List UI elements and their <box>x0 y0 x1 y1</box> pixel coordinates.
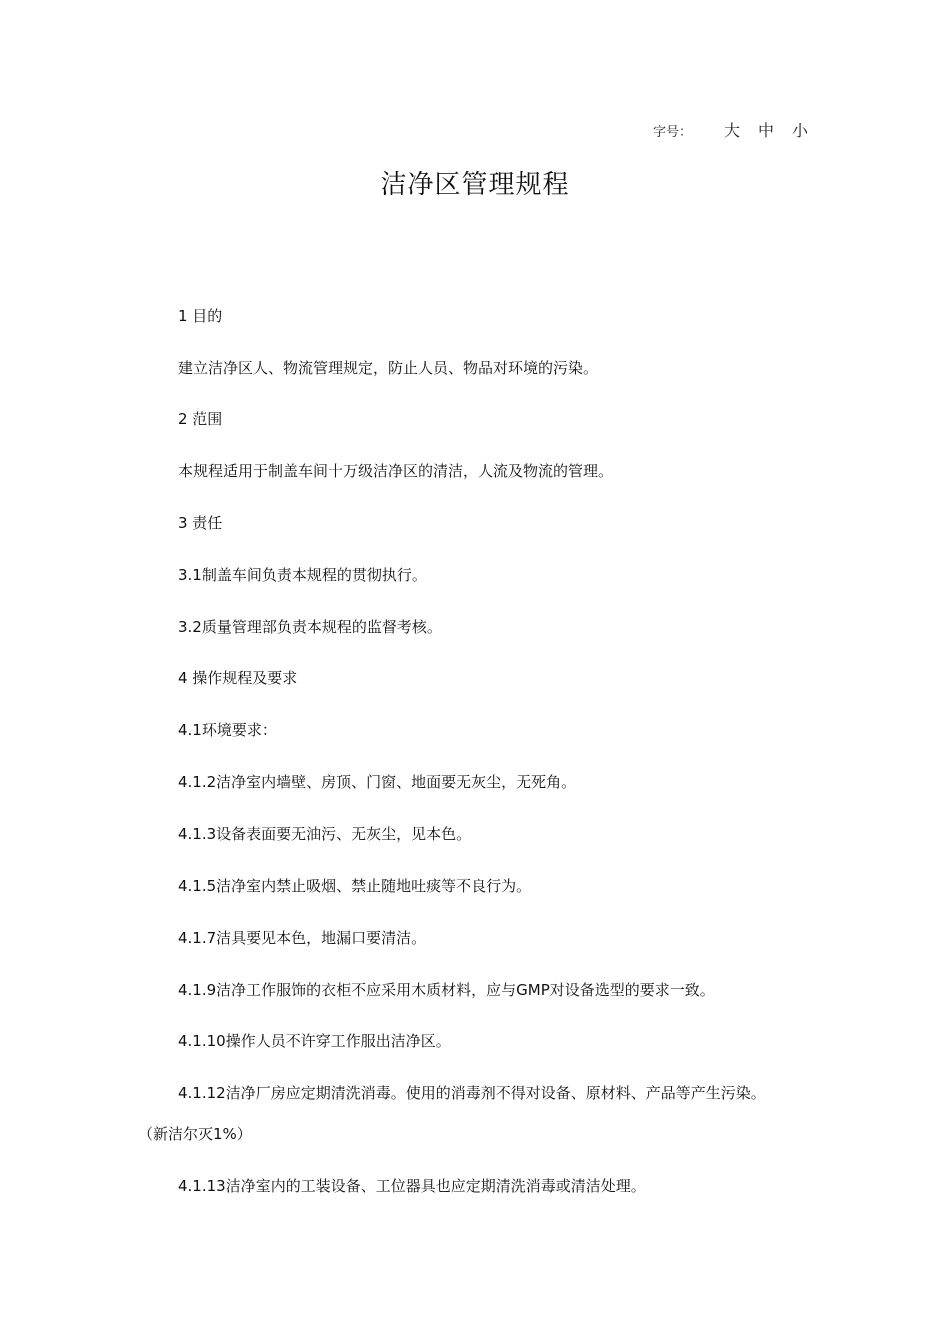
clause-4-1-12-continuation: （新洁尔灭1%） <box>138 1125 252 1143</box>
section-heading-scope: 2 范围 <box>178 410 223 428</box>
section-heading-responsibility: 3 责任 <box>178 514 223 532</box>
clause-4-1-3: 4.1.3设备表面要无油污、无灰尘，见本色。 <box>178 825 472 843</box>
clause-4-1-12: 4.1.12洁净厂房应定期清洗消毒。使用的消毒剂不得对设备、原材料、产品等产生污染。 <box>178 1084 766 1102</box>
clause-4-1: 4.1环境要求： <box>178 721 277 739</box>
clause-3-2: 3.2质量管理部负责本规程的监督考核。 <box>178 618 442 636</box>
document-title: 洁净区管理规程 <box>380 170 570 200</box>
font-size-small-option[interactable]: 小 <box>791 121 808 140</box>
clause-3-1: 3.1制盖车间负责本规程的贯彻执行。 <box>178 566 427 584</box>
clause-4-1-2: 4.1.2洁净室内墙壁、房顶、门窗、地面要无灰尘，无死角。 <box>178 773 577 791</box>
clause-4-1-13: 4.1.13洁净室内的工装设备、工位器具也应定期清洗消毒或清洁处理。 <box>178 1177 646 1195</box>
section-heading-procedure: 4 操作规程及要求 <box>178 669 298 687</box>
font-size-control <box>653 118 808 141</box>
section-heading-purpose: 1 目的 <box>178 307 223 325</box>
font-size-medium-option[interactable]: 中 <box>757 121 774 140</box>
paragraph-purpose: 建立洁净区人、物流管理规定，防止人员、物品对环境的污染。 <box>178 359 599 377</box>
paragraph-scope: 本规程适用于制盖车间十万级洁净区的清洁，人流及物流的管理。 <box>178 462 614 480</box>
clause-4-1-5: 4.1.5洁净室内禁止吸烟、禁止随地吐痰等不良行为。 <box>178 877 532 895</box>
clause-4-1-10: 4.1.10操作人员不许穿工作服出洁净区。 <box>178 1032 451 1050</box>
clause-4-1-9: 4.1.9洁净工作服饰的衣柜不应采用木质材料，应与GMP对设备选型的要求一致。 <box>178 981 715 999</box>
font-size-label: 字号： <box>652 125 692 140</box>
clause-4-1-7: 4.1.7洁具要见本色，地漏口要清洁。 <box>178 929 427 947</box>
font-size-large-option[interactable]: 大 <box>723 121 740 140</box>
